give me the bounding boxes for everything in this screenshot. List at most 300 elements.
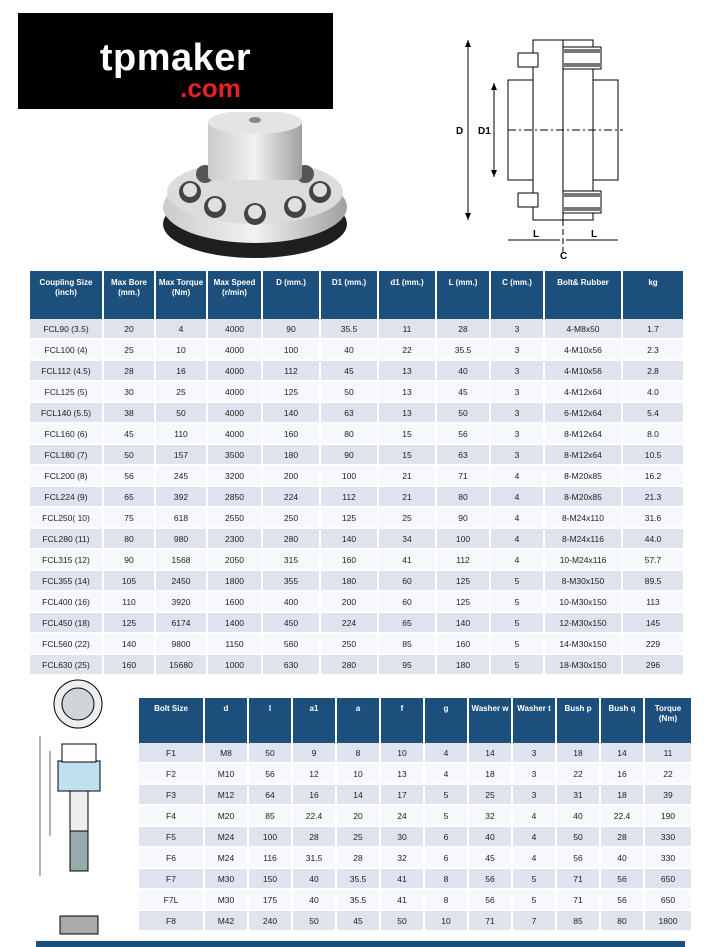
brand-logo[interactable] xyxy=(18,13,333,109)
spec-cell: 75 xyxy=(104,508,154,529)
table-row xyxy=(30,361,683,382)
bolt-cell: 40 xyxy=(601,848,643,869)
bolt-cell: 80 xyxy=(601,911,643,932)
spec-cell: 3 xyxy=(491,319,543,340)
spec-cell: 16.2 xyxy=(623,466,683,487)
spec-cell: 80 xyxy=(437,487,489,508)
table-row xyxy=(139,806,691,827)
spec-cell: 95 xyxy=(379,655,435,676)
spec-header-cell: Max Bore (mm.) xyxy=(104,271,154,319)
spec-cell: 3200 xyxy=(208,466,261,487)
spec-cell: 40 xyxy=(321,340,377,361)
spec-cell: FCL630 (25) xyxy=(30,655,102,676)
spec-cell: 50 xyxy=(104,445,154,466)
spec-cell: 56 xyxy=(437,424,489,445)
bolt-cell: F7 xyxy=(139,869,203,890)
spec-cell: 110 xyxy=(104,592,154,613)
bolt-header-cell: d xyxy=(205,698,247,743)
bolt-cell: 71 xyxy=(557,890,599,911)
spec-cell: 8-M24x116 xyxy=(545,529,621,550)
spec-cell: 6174 xyxy=(156,613,206,634)
bolt-cell: F6 xyxy=(139,848,203,869)
spec-cell: 125 xyxy=(321,508,377,529)
spec-cell: 112 xyxy=(263,361,319,382)
spec-cell: 63 xyxy=(437,445,489,466)
spec-cell: 65 xyxy=(104,487,154,508)
table-row xyxy=(30,529,683,550)
spec-cell: 100 xyxy=(263,340,319,361)
spec-cell: 5 xyxy=(491,592,543,613)
bolt-cell: 50 xyxy=(293,911,335,932)
table-row xyxy=(139,911,691,932)
bolt-cell: 40 xyxy=(293,890,335,911)
bolt-cell: 3 xyxy=(513,743,555,764)
bolt-cell: 8 xyxy=(425,890,467,911)
table-row xyxy=(139,869,691,890)
table-row xyxy=(139,827,691,848)
table-row xyxy=(30,382,683,403)
spec-cell: 560 xyxy=(263,634,319,655)
bolt-cell: 50 xyxy=(557,827,599,848)
spec-cell: 12-M30x150 xyxy=(545,613,621,634)
spec-cell: 65 xyxy=(379,613,435,634)
spec-cell: 35.5 xyxy=(321,319,377,340)
bolt-cell: 240 xyxy=(249,911,291,932)
bolt-cell: F2 xyxy=(139,764,203,785)
spec-cell: FCL250( 10) xyxy=(30,508,102,529)
spec-cell: 140 xyxy=(321,529,377,550)
bolt-cell: 10 xyxy=(425,911,467,932)
spec-cell: 618 xyxy=(156,508,206,529)
spec-header-cell: Max Speed (r/min) xyxy=(208,271,261,319)
spec-cell: 35.5 xyxy=(437,340,489,361)
table-row xyxy=(139,848,691,869)
spec-cell: FCL400 (16) xyxy=(30,592,102,613)
bolt-cell: M24 xyxy=(205,827,247,848)
spec-cell: 1150 xyxy=(208,634,261,655)
bolt-cell: 8 xyxy=(337,743,379,764)
spec-cell: 2850 xyxy=(208,487,261,508)
spec-cell: 5 xyxy=(491,655,543,676)
spec-cell: 113 xyxy=(623,592,683,613)
spec-cell: 8-M20x85 xyxy=(545,466,621,487)
spec-cell: 245 xyxy=(156,466,206,487)
spec-cell: 160 xyxy=(321,550,377,571)
spec-cell: 4 xyxy=(491,466,543,487)
spec-cell: 1000 xyxy=(208,655,261,676)
bolt-cell: 28 xyxy=(293,827,335,848)
bolt-cell: 5 xyxy=(425,806,467,827)
spec-cell: 5 xyxy=(491,613,543,634)
bolt-cell: 6 xyxy=(425,848,467,869)
spec-cell: 160 xyxy=(263,424,319,445)
bolt-cell: 56 xyxy=(601,890,643,911)
spec-header-cell: d1 (mm.) xyxy=(379,271,435,319)
table-row xyxy=(139,785,691,806)
bolt-cell: 1800 xyxy=(645,911,691,932)
spec-cell: 630 xyxy=(263,655,319,676)
table-row xyxy=(139,743,691,764)
spec-cell: 71 xyxy=(437,466,489,487)
bolt-cell: 4 xyxy=(513,827,555,848)
bolt-header-cell: Washer w xyxy=(469,698,511,743)
bolt-cell: 39 xyxy=(645,785,691,806)
bolt-cell: 6 xyxy=(425,827,467,848)
spec-cell: FCL100 (4) xyxy=(30,340,102,361)
dim-label-l-right: L xyxy=(591,229,598,240)
bolt-cell: 31 xyxy=(557,785,599,806)
spec-cell: 8.0 xyxy=(623,424,683,445)
spec-cell: 112 xyxy=(321,487,377,508)
spec-cell: 25 xyxy=(379,508,435,529)
table-row xyxy=(30,571,683,592)
bolt-header-row xyxy=(139,698,691,743)
spec-header-cell: L (mm.) xyxy=(437,271,489,319)
spec-cell: 57.7 xyxy=(623,550,683,571)
bolt-cell: F8 xyxy=(139,911,203,932)
bolt-drawing xyxy=(30,676,130,938)
bolt-cell: 40 xyxy=(469,827,511,848)
bolt-cell: 5 xyxy=(425,785,467,806)
bolt-header-cell: Washer t xyxy=(513,698,555,743)
spec-header-cell: Max Torque (Nm) xyxy=(156,271,206,319)
spec-cell: FCL180 (7) xyxy=(30,445,102,466)
spec-cell: 280 xyxy=(321,655,377,676)
spec-cell: 16 xyxy=(156,361,206,382)
spec-cell: 180 xyxy=(263,445,319,466)
spec-cell: 34 xyxy=(379,529,435,550)
bolt-cell: F1 xyxy=(139,743,203,764)
spec-cell: 4-M10x56 xyxy=(545,361,621,382)
bolt-cell: 50 xyxy=(249,743,291,764)
spec-cell: 28 xyxy=(104,361,154,382)
spec-cell: 296 xyxy=(623,655,683,676)
spec-cell: 30 xyxy=(104,382,154,403)
spec-cell: 1.7 xyxy=(623,319,683,340)
bolt-cell: 18 xyxy=(557,743,599,764)
bolt-cell: 8 xyxy=(425,869,467,890)
bolt-cell: F3 xyxy=(139,785,203,806)
spec-cell: FCL200 (8) xyxy=(30,466,102,487)
spec-cell: 4000 xyxy=(208,340,261,361)
table-row xyxy=(30,487,683,508)
spec-cell: 8-M12x64 xyxy=(545,445,621,466)
bolt-cell: 28 xyxy=(601,827,643,848)
spec-cell: 4-M10x56 xyxy=(545,340,621,361)
spec-cell: 100 xyxy=(321,466,377,487)
spec-cell: 10-M24x116 xyxy=(545,550,621,571)
spec-cell: 4-M12x64 xyxy=(545,382,621,403)
bolt-header-cell: Torque (Nm) xyxy=(645,698,691,743)
spec-cell: 4 xyxy=(491,508,543,529)
spec-cell: FCL315 (12) xyxy=(30,550,102,571)
spec-cell: 5.4 xyxy=(623,403,683,424)
table-row xyxy=(30,634,683,655)
bolt-cell: 5 xyxy=(513,890,555,911)
spec-cell: 400 xyxy=(263,592,319,613)
spec-cell: 21 xyxy=(379,487,435,508)
spec-cell: 13 xyxy=(379,361,435,382)
bolt-cell: 45 xyxy=(337,911,379,932)
spec-cell: 18-M30x150 xyxy=(545,655,621,676)
spec-cell: 392 xyxy=(156,487,206,508)
bolt-cell: 56 xyxy=(601,869,643,890)
table-row xyxy=(30,613,683,634)
spec-cell: 31.6 xyxy=(623,508,683,529)
spec-cell: 9800 xyxy=(156,634,206,655)
spec-cell: 4000 xyxy=(208,382,261,403)
bolt-cell: 71 xyxy=(469,911,511,932)
bolt-cell: 28 xyxy=(337,848,379,869)
spec-cell: 250 xyxy=(321,634,377,655)
bolt-cell: 85 xyxy=(249,806,291,827)
table-row xyxy=(30,403,683,424)
bolt-cell: 64 xyxy=(249,785,291,806)
bolt-cell: F5 xyxy=(139,827,203,848)
spec-cell: 3 xyxy=(491,424,543,445)
spec-cell: 50 xyxy=(321,382,377,403)
spec-cell: 90 xyxy=(104,550,154,571)
table-row xyxy=(30,445,683,466)
bolt-cell: 56 xyxy=(469,869,511,890)
spec-cell: FCL224 (9) xyxy=(30,487,102,508)
bolt-cell: 150 xyxy=(249,869,291,890)
spec-cell: 60 xyxy=(379,592,435,613)
spec-header-cell: Coupling Size (inch) xyxy=(30,271,102,319)
spec-cell: 50 xyxy=(437,403,489,424)
bolt-cell: 20 xyxy=(337,806,379,827)
spec-cell: 2450 xyxy=(156,571,206,592)
spec-cell: 160 xyxy=(437,634,489,655)
bolt-cell: 3 xyxy=(513,764,555,785)
spec-cell: 56 xyxy=(104,466,154,487)
table-row xyxy=(30,508,683,529)
table-row xyxy=(30,655,683,676)
bolt-cell: 35.5 xyxy=(337,869,379,890)
bolt-cell: 22 xyxy=(557,764,599,785)
spec-header-cell: D1 (mm.) xyxy=(321,271,377,319)
bolt-cell: M12 xyxy=(205,785,247,806)
spec-cell: 100 xyxy=(437,529,489,550)
spec-cell: 4 xyxy=(491,529,543,550)
bolt-cell: 116 xyxy=(249,848,291,869)
bolt-cell: 14 xyxy=(601,743,643,764)
bolt-cell: 16 xyxy=(293,785,335,806)
spec-cell: 80 xyxy=(104,529,154,550)
spec-cell: 105 xyxy=(104,571,154,592)
spec-cell: 3920 xyxy=(156,592,206,613)
spec-cell: 112 xyxy=(437,550,489,571)
spec-cell: 2550 xyxy=(208,508,261,529)
spec-cell: 280 xyxy=(263,529,319,550)
bolt-cell: 190 xyxy=(645,806,691,827)
spec-cell: FCL560 (22) xyxy=(30,634,102,655)
bolt-cell: 14 xyxy=(337,785,379,806)
bolt-cell: 175 xyxy=(249,890,291,911)
spec-cell: 140 xyxy=(263,403,319,424)
coupling-section-drawing xyxy=(448,35,678,265)
bolt-cell: 22.4 xyxy=(293,806,335,827)
spec-cell: 15 xyxy=(379,445,435,466)
spec-cell: 4-M8x50 xyxy=(545,319,621,340)
bolt-cell: 10 xyxy=(337,764,379,785)
bolt-cell: 3 xyxy=(513,785,555,806)
spec-cell: 157 xyxy=(156,445,206,466)
spec-cell: 25 xyxy=(156,382,206,403)
spec-cell: 89.5 xyxy=(623,571,683,592)
spec-cell: 1400 xyxy=(208,613,261,634)
spec-cell: 229 xyxy=(623,634,683,655)
spec-cell: 4 xyxy=(491,550,543,571)
spec-cell: 145 xyxy=(623,613,683,634)
bolt-header-cell: Bolt Size xyxy=(139,698,203,743)
bolt-cell: 32 xyxy=(381,848,423,869)
spec-cell: 45 xyxy=(104,424,154,445)
table-row xyxy=(30,340,683,361)
spec-cell: 8-M12x64 xyxy=(545,424,621,445)
spec-cell: 10 xyxy=(156,340,206,361)
spec-cell: 315 xyxy=(263,550,319,571)
bolt-cell: 24 xyxy=(381,806,423,827)
bolt-cell: 17 xyxy=(381,785,423,806)
bolt-cell: F4 xyxy=(139,806,203,827)
spec-cell: FCL160 (6) xyxy=(30,424,102,445)
bolt-cell: 41 xyxy=(381,890,423,911)
bolt-cell: 4 xyxy=(425,764,467,785)
dim-label-d: D xyxy=(456,126,464,137)
spec-cell: 160 xyxy=(104,655,154,676)
spec-cell: 5 xyxy=(491,634,543,655)
spec-cell: 60 xyxy=(379,571,435,592)
spec-cell: FCL112 (4.5) xyxy=(30,361,102,382)
spec-cell: FCL450 (18) xyxy=(30,613,102,634)
spec-cell: 45 xyxy=(321,361,377,382)
spec-cell: 40 xyxy=(437,361,489,382)
bolt-header-cell: l xyxy=(249,698,291,743)
spec-cell: 14-M30x150 xyxy=(545,634,621,655)
spec-cell: 250 xyxy=(263,508,319,529)
spec-cell: 41 xyxy=(379,550,435,571)
bolt-cell: 35.5 xyxy=(337,890,379,911)
spec-cell: 125 xyxy=(263,382,319,403)
bolt-cell: M30 xyxy=(205,890,247,911)
spec-cell: 1800 xyxy=(208,571,261,592)
spec-cell: 4000 xyxy=(208,424,261,445)
bolt-header-cell: g xyxy=(425,698,467,743)
table-row xyxy=(139,890,691,911)
spec-cell: 180 xyxy=(437,655,489,676)
spec-cell: 85 xyxy=(379,634,435,655)
bolt-cell: 25 xyxy=(337,827,379,848)
spec-cell: FCL125 (5) xyxy=(30,382,102,403)
bolt-cell: 85 xyxy=(557,911,599,932)
spec-cell: 224 xyxy=(321,613,377,634)
spec-cell: 50 xyxy=(156,403,206,424)
bolt-cell: 56 xyxy=(557,848,599,869)
spec-cell: 3 xyxy=(491,403,543,424)
table-row xyxy=(30,424,683,445)
bolt-header-cell: a xyxy=(337,698,379,743)
spec-cell: 125 xyxy=(104,613,154,634)
spec-cell: 80 xyxy=(321,424,377,445)
bolt-cell: M20 xyxy=(205,806,247,827)
spec-header-cell: Bolt& Rubber xyxy=(545,271,621,319)
bolt-header-cell: Bush p xyxy=(557,698,599,743)
spec-cell: 4000 xyxy=(208,403,261,424)
bolt-cell: M8 xyxy=(205,743,247,764)
spec-cell: 125 xyxy=(437,592,489,613)
spec-cell: 21.3 xyxy=(623,487,683,508)
bolt-cell: 14 xyxy=(469,743,511,764)
bolt-cell: 40 xyxy=(293,869,335,890)
spec-cell: 22 xyxy=(379,340,435,361)
spec-cell: 4000 xyxy=(208,319,261,340)
table-row xyxy=(30,592,683,613)
spec-cell: 125 xyxy=(437,571,489,592)
spec-cell: 200 xyxy=(321,592,377,613)
bolt-cell: 22.4 xyxy=(601,806,643,827)
spec-cell: 8-M24x110 xyxy=(545,508,621,529)
bolt-cell: 25 xyxy=(469,785,511,806)
spec-cell: 200 xyxy=(263,466,319,487)
bolt-cell: 40 xyxy=(557,806,599,827)
bolt-cell: 10 xyxy=(381,743,423,764)
spec-cell: 38 xyxy=(104,403,154,424)
spec-cell: 90 xyxy=(321,445,377,466)
logo-text-domain: .com xyxy=(180,73,241,103)
spec-cell: 4 xyxy=(156,319,206,340)
spec-cell: 25 xyxy=(104,340,154,361)
spec-cell: FCL280 (11) xyxy=(30,529,102,550)
spec-cell: 8-M30x150 xyxy=(545,571,621,592)
bolt-cell: 13 xyxy=(381,764,423,785)
bolt-cell: 50 xyxy=(381,911,423,932)
bolt-cell: 330 xyxy=(645,827,691,848)
bolt-cell: 7 xyxy=(513,911,555,932)
bolt-cell: M24 xyxy=(205,848,247,869)
spec-cell: 8-M20x85 xyxy=(545,487,621,508)
bolt-cell: 56 xyxy=(249,764,291,785)
bolt-cell: 18 xyxy=(601,785,643,806)
bolt-cell: 41 xyxy=(381,869,423,890)
spec-cell: 13 xyxy=(379,382,435,403)
bolt-cell: 330 xyxy=(645,848,691,869)
bolt-cell: 4 xyxy=(513,848,555,869)
spec-cell: FCL140 (5.5) xyxy=(30,403,102,424)
bolt-cell: 9 xyxy=(293,743,335,764)
spec-cell: 44.0 xyxy=(623,529,683,550)
spec-cell: 15 xyxy=(379,424,435,445)
spec-cell: 4.0 xyxy=(623,382,683,403)
bolt-cell: 4 xyxy=(425,743,467,764)
spec-cell: FCL355 (14) xyxy=(30,571,102,592)
spec-cell: 2.3 xyxy=(623,340,683,361)
bolt-cell: 100 xyxy=(249,827,291,848)
table-row xyxy=(30,319,683,340)
spec-cell: 13 xyxy=(379,403,435,424)
spec-cell: 1568 xyxy=(156,550,206,571)
table-row xyxy=(30,466,683,487)
bolt-cell: 12 xyxy=(293,764,335,785)
spec-cell: 3 xyxy=(491,382,543,403)
bolt-header-cell: Bush q xyxy=(601,698,643,743)
spec-cell: 10-M30x150 xyxy=(545,592,621,613)
bolt-cell: 5 xyxy=(513,869,555,890)
bolt-header-cell: a1 xyxy=(293,698,335,743)
spec-cell: 15680 xyxy=(156,655,206,676)
spec-cell: 4000 xyxy=(208,361,261,382)
spec-cell: 2.8 xyxy=(623,361,683,382)
